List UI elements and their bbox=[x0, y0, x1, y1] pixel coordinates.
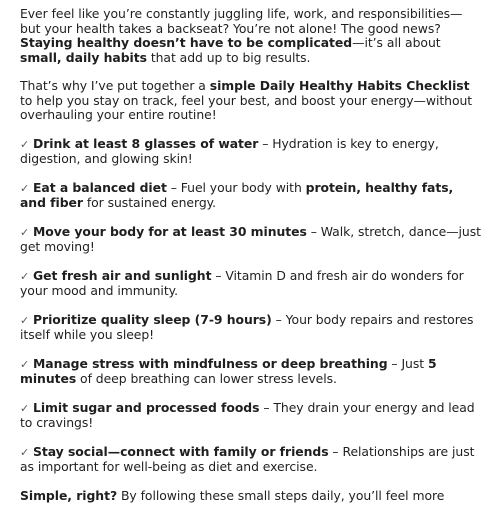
checklist-item bbox=[20, 445, 482, 475]
intro-paragraph-checklist bbox=[20, 79, 482, 123]
text-run: – Your body repairs and restores itself while you sleep! bbox=[20, 311, 474, 342]
article-body bbox=[20, 7, 482, 517]
checkmark-icon: ✓ bbox=[20, 137, 30, 151]
text-run: – Walk, stretch, dance—just get moving! bbox=[20, 223, 481, 254]
text-run: to help you stay on track, feel your best, and boost your energy—without overhauling your entire routine! bbox=[20, 92, 473, 122]
checklist-item-text bbox=[20, 268, 464, 299]
checklist-item bbox=[20, 269, 482, 299]
checklist-item bbox=[20, 313, 482, 343]
text-run: – They drain your energy and lead to cravings! bbox=[20, 399, 475, 430]
text-run: – Fuel your body with bbox=[166, 179, 306, 195]
bold-text-run: Eat a balanced diet bbox=[33, 179, 167, 195]
intro-paragraph bbox=[20, 7, 482, 65]
checkmark-icon: ✓ bbox=[20, 357, 30, 371]
checklist-item bbox=[20, 225, 482, 255]
checkmark-icon: ✓ bbox=[20, 181, 30, 195]
text-run: of deep breathing can lower stress levels. bbox=[76, 371, 337, 386]
checklist-item bbox=[20, 137, 482, 167]
checkmark-icon: ✓ bbox=[20, 445, 30, 459]
text-run: By following these small steps daily, you’ll feel more bbox=[117, 487, 445, 503]
bold-text-run: Move your body for at least 30 minutes bbox=[33, 223, 307, 239]
bold-text-run: Manage stress with mindfulness or deep breathing bbox=[33, 355, 388, 371]
checklist-item bbox=[20, 181, 482, 211]
text-run: – Vitamin D and fresh air do wonders for your mood and immunity. bbox=[20, 267, 464, 298]
bold-text-run: Get fresh air and sunlight bbox=[33, 267, 212, 283]
checkmark-icon: ✓ bbox=[20, 401, 30, 415]
checklist-item bbox=[20, 401, 482, 431]
bold-text-run: Stay social—connect with family or friends bbox=[33, 443, 329, 459]
bold-text-run: simple Daily Healthy Habits Checklist bbox=[209, 78, 470, 93]
bold-text-run: protein, healthy fats, and fiber bbox=[20, 179, 454, 210]
text-run: that add up to big results. bbox=[146, 49, 311, 65]
checklist-item-text bbox=[20, 356, 437, 387]
bold-text-run: small, daily habits bbox=[20, 49, 147, 65]
checkmark-icon: ✓ bbox=[20, 225, 30, 239]
bold-text-run: Prioritize quality sleep (7-9 hours) bbox=[33, 311, 272, 327]
text-run: – Relationships are just as important for well-being as diet and exercise. bbox=[20, 443, 475, 474]
text-run: Ever feel like you’re constantly juggling life, work, and responsibilities—but your health takes a backseat? You’re not alone! The good news? bbox=[20, 6, 463, 36]
bold-text-run: Drink at least 8 glasses of water bbox=[33, 135, 259, 151]
text-run: – Hydration is key to energy, digestion, and glowing skin! bbox=[20, 135, 439, 166]
checklist-item-text bbox=[20, 180, 453, 211]
checklist-item-text bbox=[20, 400, 475, 431]
bold-text-run: 5 minutes bbox=[20, 355, 437, 386]
checklist-item-text bbox=[20, 312, 473, 343]
text-run: for sustained energy. bbox=[82, 195, 217, 210]
text-run: —it’s all about bbox=[352, 35, 441, 50]
checklist-item-text bbox=[20, 224, 481, 255]
bold-text-run: Simple, right? bbox=[20, 487, 118, 503]
checkmark-icon: ✓ bbox=[20, 313, 30, 327]
bold-text-run: Limit sugar and processed foods bbox=[33, 399, 260, 415]
closing-paragraph bbox=[20, 489, 482, 504]
text-run: That’s why I’ve put together a bbox=[20, 78, 210, 93]
text-run: – Just bbox=[387, 355, 428, 371]
bold-text-run: Staying healthy doesn’t have to be complicated bbox=[20, 35, 353, 50]
checkmark-icon: ✓ bbox=[20, 269, 30, 283]
checklist-item-text bbox=[20, 136, 439, 167]
checklist-item bbox=[20, 357, 482, 387]
checklist-item-text bbox=[20, 444, 474, 475]
